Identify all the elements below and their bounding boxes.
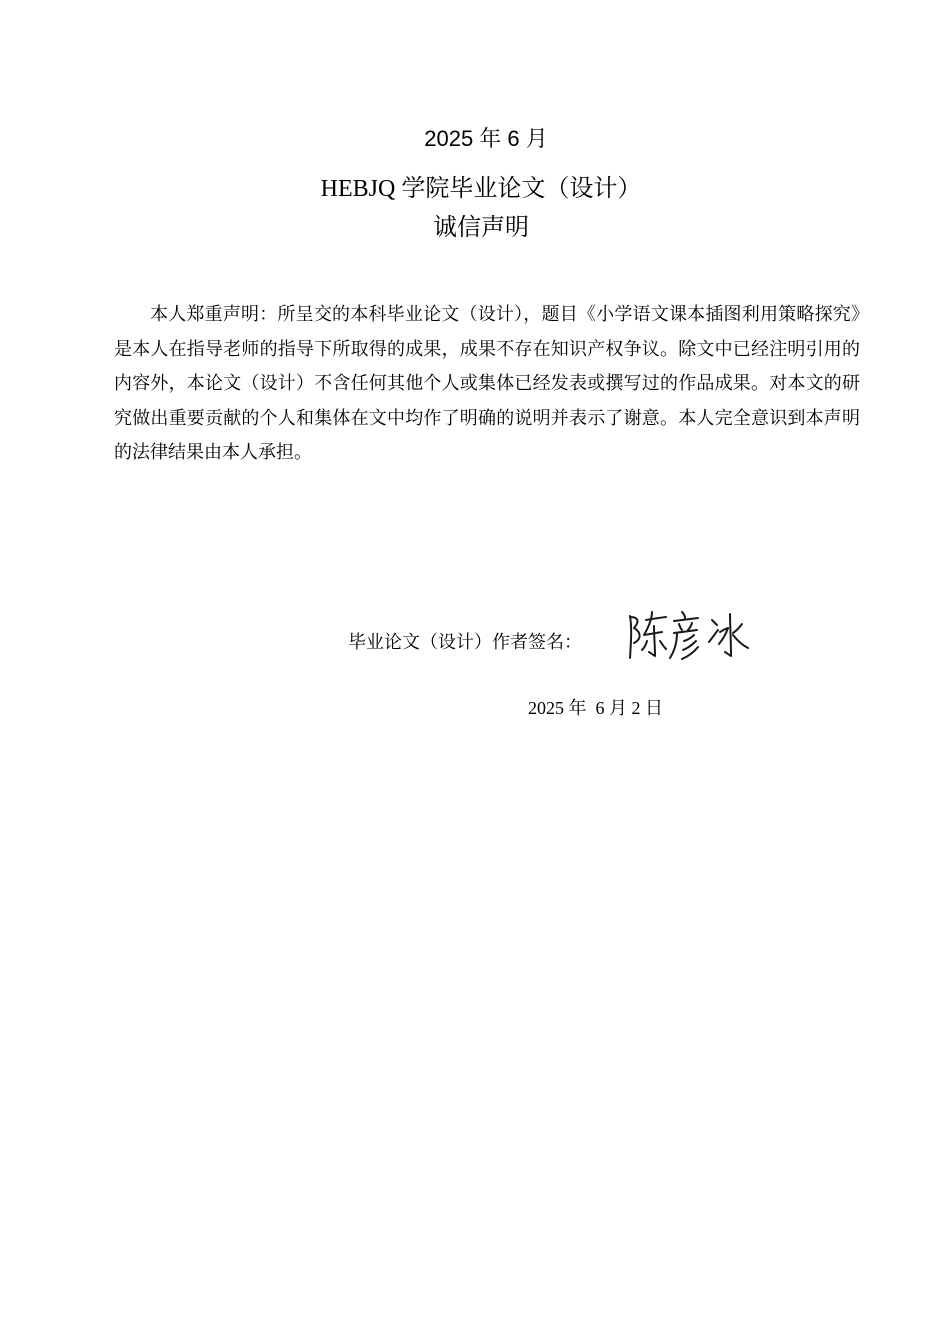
declaration-paragraph: 本人郑重声明：所呈交的本科毕业论文（设计），题目《小学语文课本插图利用策略探究》是本人在指导老师的指导下所取得的成果，成果不存在知识产权争议。除文中已经注明引用的内容外，本论文（设计）不含任何其他个人或集体已经发表或撰写过的作品成果。对本文的研究做出重要贡献的个人和集体在文中均作了明确的说明并表示了谢意。本人完全意识到本声明的法律结果由本人承担。 xyxy=(114,304,860,462)
document-title: HEBJQ 学院毕业论文（设计） xyxy=(320,176,642,202)
document-subtitle: 诚信声明 xyxy=(433,215,529,241)
signature-date xyxy=(528,694,663,722)
signature-label: 毕业论文（设计）作者签名： xyxy=(348,632,582,652)
header-date: 2025 年 6 月 xyxy=(424,126,548,151)
handwritten-signature xyxy=(622,608,752,664)
signature-date-text: 2025 年 6 月 2 日 xyxy=(528,698,663,718)
